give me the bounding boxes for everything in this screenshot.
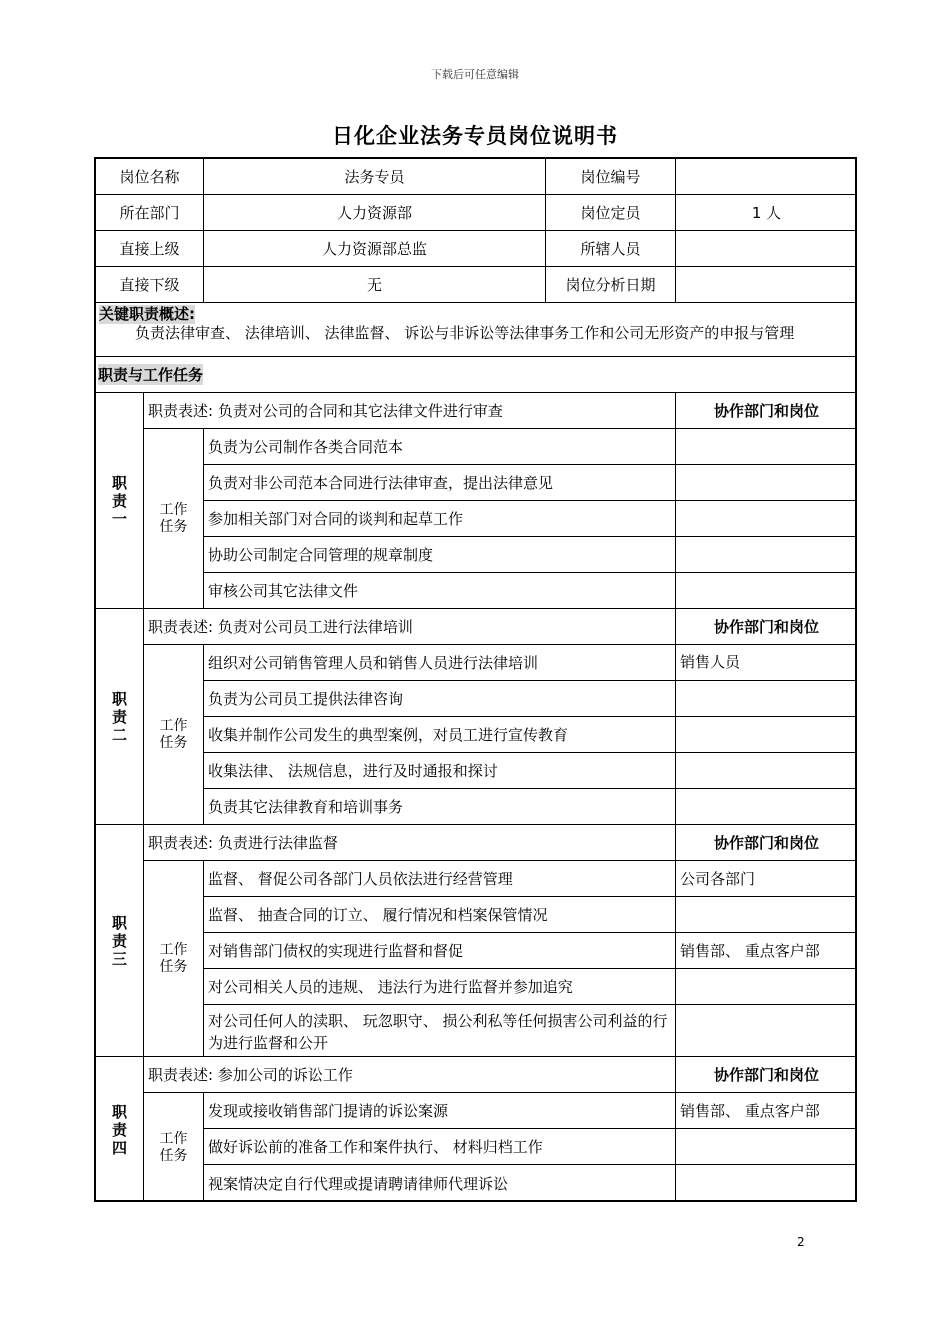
duty-1-task-1-collab bbox=[676, 429, 857, 465]
duty-3-collab-header: 协作部门和岗位 bbox=[676, 825, 857, 861]
duty-2-task-4: 收集法律、 法规信息，进行及时通报和探讨 bbox=[204, 753, 676, 789]
label-subordinates: 所辖人员 bbox=[546, 231, 676, 267]
duties-heading-text: 职责与工作任务 bbox=[98, 366, 204, 384]
duty-2-statement: 职责表述: 负责对公司员工进行法律培训 bbox=[144, 609, 676, 645]
duty-3-task-4-collab bbox=[676, 969, 857, 1005]
duty-3-task-2-collab bbox=[676, 897, 857, 933]
label-direct-subordinate: 直接下级 bbox=[96, 267, 204, 303]
job-description-table bbox=[94, 157, 857, 1202]
duty-3-task-4: 对公司相关人员的违规、 违法行为进行监督并参加追究 bbox=[204, 969, 676, 1005]
duty-1-task-label: 工作任务 bbox=[144, 429, 204, 609]
duty-4-label: 职责四 bbox=[96, 1057, 144, 1202]
value-direct-subordinate: 无 bbox=[204, 267, 546, 303]
duty-4-task-3-collab bbox=[676, 1165, 857, 1202]
duty-1-collab-header: 协作部门和岗位 bbox=[676, 393, 857, 429]
label-position-code: 岗位编号 bbox=[546, 159, 676, 195]
duty-3-task-1: 监督、 督促公司各部门人员依法进行经营管理 bbox=[204, 861, 676, 897]
duty-4-task-label: 工作任务 bbox=[144, 1093, 204, 1202]
duty-3-task-3-collab: 销售部、 重点客户部 bbox=[676, 933, 857, 969]
summary-text: 负责法律审查、 法律培训、 法律监督、 诉讼与非诉讼等法律事务工作和公司无形资产的申报与管理 bbox=[135, 324, 795, 342]
duty-3-task-2: 监督、 抽查合同的订立、 履行情况和档案保管情况 bbox=[204, 897, 676, 933]
duty-1-task-4-collab bbox=[676, 537, 857, 573]
duty-2-label: 职责二 bbox=[96, 609, 144, 825]
duty-3-task-label: 工作任务 bbox=[144, 861, 204, 1057]
duty-2-task-3-collab bbox=[676, 717, 857, 753]
duty-1-task-5-collab bbox=[676, 573, 857, 609]
key-duties-summary bbox=[96, 303, 857, 357]
duty-2-task-2-collab bbox=[676, 681, 857, 717]
duty-4-task-3: 视案情决定自行代理或提请聘请律师代理诉讼 bbox=[204, 1165, 676, 1202]
page-header: 下载后可任意编辑 bbox=[431, 68, 519, 81]
page-number: 2 bbox=[797, 1235, 805, 1249]
value-analysis-date bbox=[676, 267, 857, 303]
duty-2-collab-header: 协作部门和岗位 bbox=[676, 609, 857, 645]
duty-2-task-3: 收集并制作公司发生的典型案例，对员工进行宣传教育 bbox=[204, 717, 676, 753]
duty-1-task-3-collab bbox=[676, 501, 857, 537]
duty-2-task-4-collab bbox=[676, 753, 857, 789]
duty-2-task-1: 组织对公司销售管理人员和销售人员进行法律培训 bbox=[204, 645, 676, 681]
label-direct-superior: 直接上级 bbox=[96, 231, 204, 267]
value-direct-superior: 人力资源部总监 bbox=[204, 231, 546, 267]
duty-4-task-2-collab bbox=[676, 1129, 857, 1165]
duty-3-task-5: 对公司任何人的渎职、 玩忽职守、 损公利私等任何损害公司利益的行为进行监督和公开 bbox=[204, 1005, 676, 1057]
duty-1-task-2-collab bbox=[676, 465, 857, 501]
value-position-code bbox=[676, 159, 857, 195]
duty-1-task-2: 负责对非公司范本合同进行法律审查，提出法律意见 bbox=[204, 465, 676, 501]
duty-4-task-2: 做好诉讼前的准备工作和案件执行、 材料归档工作 bbox=[204, 1129, 676, 1165]
duty-3-statement: 职责表述: 负责进行法律监督 bbox=[144, 825, 676, 861]
duty-3-label: 职责三 bbox=[96, 825, 144, 1057]
duty-3-task-3: 对销售部门债权的实现进行监督和督促 bbox=[204, 933, 676, 969]
duty-1-task-4: 协助公司制定合同管理的规章制度 bbox=[204, 537, 676, 573]
duty-1-label: 职责一 bbox=[96, 393, 144, 609]
duty-3-task-5-collab bbox=[676, 1005, 857, 1057]
duty-2-task-label: 工作任务 bbox=[144, 645, 204, 825]
value-subordinates bbox=[676, 231, 857, 267]
duty-2-task-1-collab: 销售人员 bbox=[676, 645, 857, 681]
duty-3-task-1-collab: 公司各部门 bbox=[676, 861, 857, 897]
duty-4-task-1: 发现或接收销售部门提请的诉讼案源 bbox=[204, 1093, 676, 1129]
value-department: 人力资源部 bbox=[204, 195, 546, 231]
duties-section-heading bbox=[96, 357, 857, 393]
summary-heading: 关键职责概述: bbox=[99, 305, 195, 323]
label-headcount: 岗位定员 bbox=[546, 195, 676, 231]
duty-1-task-1: 负责为公司制作各类合同范本 bbox=[204, 429, 676, 465]
value-position-name: 法务专员 bbox=[204, 159, 546, 195]
label-position-name: 岗位名称 bbox=[96, 159, 204, 195]
value-headcount: 1 人 bbox=[676, 195, 857, 231]
document-title: 日化企业法务专员岗位说明书 bbox=[332, 124, 618, 148]
duty-1-task-3: 参加相关部门对合同的谈判和起草工作 bbox=[204, 501, 676, 537]
duty-4-task-1-collab: 销售部、 重点客户部 bbox=[676, 1093, 857, 1129]
duty-4-collab-header: 协作部门和岗位 bbox=[676, 1057, 857, 1093]
duty-1-task-5: 审核公司其它法律文件 bbox=[204, 573, 676, 609]
label-department: 所在部门 bbox=[96, 195, 204, 231]
duty-2-task-5-collab bbox=[676, 789, 857, 825]
duty-2-task-5: 负责其它法律教育和培训事务 bbox=[204, 789, 676, 825]
duty-1-statement: 职责表述: 负责对公司的合同和其它法律文件进行审查 bbox=[144, 393, 676, 429]
duty-4-statement: 职责表述: 参加公司的诉讼工作 bbox=[144, 1057, 676, 1093]
duty-2-task-2: 负责为公司员工提供法律咨询 bbox=[204, 681, 676, 717]
label-analysis-date: 岗位分析日期 bbox=[546, 267, 676, 303]
